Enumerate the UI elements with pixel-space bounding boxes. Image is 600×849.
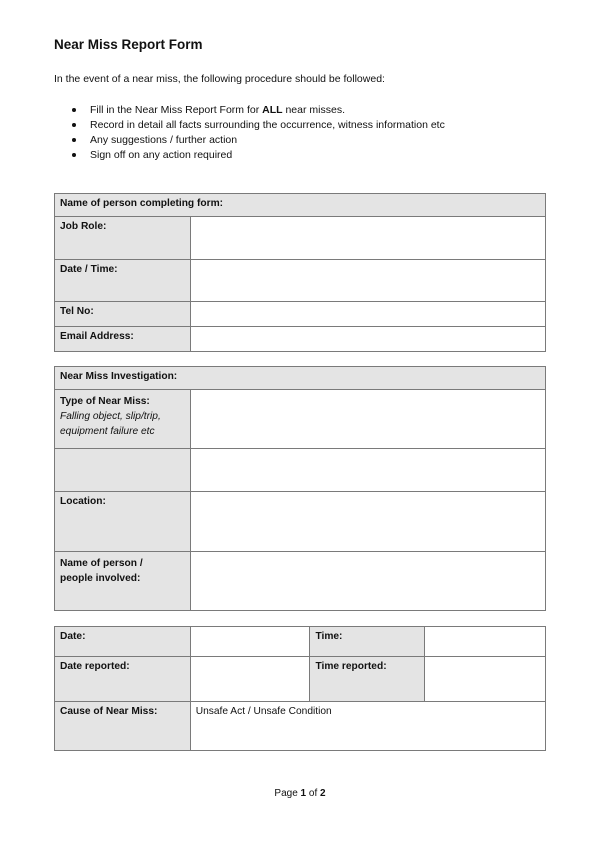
list-item: Any suggestions / further action bbox=[72, 133, 445, 148]
list-item: Record in detail all facts surrounding the occurrence, witness information etc bbox=[72, 118, 445, 133]
section-header-investigation: Near Miss Investigation: bbox=[55, 367, 546, 390]
date-reported-label: Date reported: bbox=[55, 657, 191, 702]
list-item: Fill in the Near Miss Report Form for ALL near misses. bbox=[72, 103, 445, 118]
type-hint: equipment failure etc bbox=[60, 426, 155, 437]
time-reported-field[interactable] bbox=[425, 657, 546, 702]
people-involved-field[interactable] bbox=[190, 552, 545, 611]
intro-text: In the event of a near miss, the following procedure should be followed: bbox=[54, 73, 385, 85]
tel-no-field[interactable] bbox=[190, 302, 545, 327]
page-title: Near Miss Report Form bbox=[54, 37, 203, 52]
time-label: Time: bbox=[310, 627, 425, 657]
bullet-icon bbox=[72, 123, 76, 127]
investigation-table bbox=[54, 366, 546, 611]
job-role-field[interactable] bbox=[190, 217, 545, 260]
location-field[interactable] bbox=[190, 492, 545, 552]
date-reported-field[interactable] bbox=[190, 657, 310, 702]
people-involved-label: Name of person / people involved: bbox=[55, 552, 191, 611]
tel-no-label: Tel No: bbox=[55, 302, 191, 327]
page-indicator: Page 1 of 2 bbox=[274, 788, 326, 799]
bullet-icon bbox=[72, 153, 76, 157]
time-field[interactable] bbox=[425, 627, 546, 657]
section-header-person: Name of person completing form: bbox=[55, 194, 546, 217]
type-hint: Falling object, slip/trip, bbox=[60, 411, 161, 422]
email-label: Email Address: bbox=[55, 327, 191, 352]
date-label: Date: bbox=[55, 627, 191, 657]
cause-field[interactable]: Unsafe Act / Unsafe Condition bbox=[190, 702, 545, 751]
list-item: Sign off on any action required bbox=[72, 148, 445, 163]
date-time-label: Date / Time: bbox=[55, 260, 191, 302]
job-role-label: Job Role: bbox=[55, 217, 191, 260]
cause-label: Cause of Near Miss: bbox=[55, 702, 191, 751]
type-of-near-miss-label: Type of Near Miss: Falling object, slip/trip, equipment failure etc bbox=[55, 390, 191, 449]
procedure-list bbox=[72, 103, 445, 163]
type-of-near-miss-field[interactable] bbox=[190, 390, 545, 449]
person-details-table bbox=[54, 193, 546, 352]
email-field[interactable] bbox=[190, 327, 545, 352]
date-time-field[interactable] bbox=[190, 260, 545, 302]
location-label: Location: bbox=[55, 492, 191, 552]
blank-label bbox=[55, 449, 191, 492]
timing-table bbox=[54, 626, 546, 751]
time-reported-label: Time reported: bbox=[310, 657, 425, 702]
bullet-icon bbox=[72, 108, 76, 112]
date-field[interactable] bbox=[190, 627, 310, 657]
extra-field[interactable] bbox=[190, 449, 545, 492]
bullet-icon bbox=[72, 138, 76, 142]
